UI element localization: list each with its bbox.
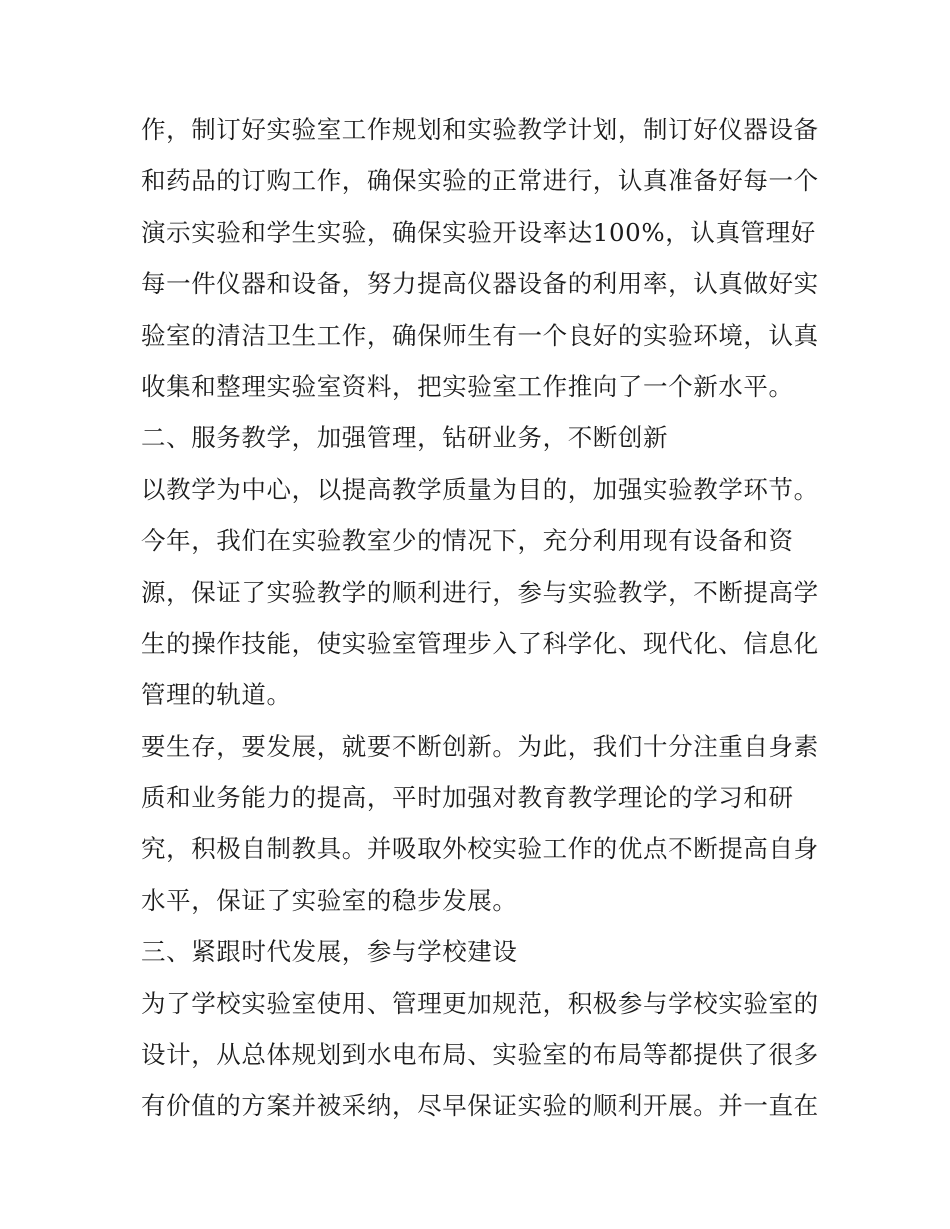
text-line: 水平，保证了实验室的稳步发展。 xyxy=(141,885,518,915)
text-line: 要生存，要发展，就要不断创新。为此，我们十分注重自身素 xyxy=(141,731,819,761)
text-line: 今年，我们在实验教室少的情况下，充分利用现有设备和资 xyxy=(141,526,794,556)
text-line: 和药品的订购工作，确保实验的正常进行，认真准备好每一个 xyxy=(141,166,819,196)
text-line: 质和业务能力的提高，平时加强对教育教学理论的学习和研 xyxy=(141,783,794,813)
text-line: 究，积极自制教具。并吸取外校实验工作的优点不断提高自身 xyxy=(141,834,819,864)
section-heading: 二、服务教学，加强管理，钻研业务，不断创新 xyxy=(141,423,669,453)
text-line: 源，保证了实验教学的顺利进行，参与实验教学，不断提高学 xyxy=(141,577,819,607)
text-line: 设计，从总体规划到水电布局、实验室的布局等都提供了很多 xyxy=(141,1040,819,1070)
text-line: 为了学校实验室使用、管理更加规范，积极参与学校实验室的 xyxy=(141,988,819,1018)
text-line: 收集和整理实验室资料，把实验室工作推向了一个新水平。 xyxy=(141,371,794,401)
text-line: 有价值的方案并被采纳，尽早保证实验的顺利开展。并一直在 xyxy=(141,1091,819,1121)
text-line: 生的操作技能，使实验室管理步入了科学化、现代化、信息化 xyxy=(141,628,819,658)
text-line: 演示实验和学生实验，确保实验开设率达100%，认真管理好 xyxy=(141,217,816,247)
section-heading: 三、紧跟时代发展，参与学校建设 xyxy=(141,937,518,967)
text-line: 验室的清洁卫生工作，确保师生有一个良好的实验环境，认真 xyxy=(141,320,819,350)
text-line: 管理的轨道。 xyxy=(141,680,292,710)
text-line: 每一件仪器和设备，努力提高仪器设备的利用率，认真做好实 xyxy=(141,269,819,299)
document-body xyxy=(141,104,821,1132)
text-line: 作，制订好实验室工作规划和实验教学计划，制订好仪器设备 xyxy=(141,115,819,144)
text-line: 以教学为中心，以提高教学质量为目的，加强实验教学环节。 xyxy=(141,474,819,504)
